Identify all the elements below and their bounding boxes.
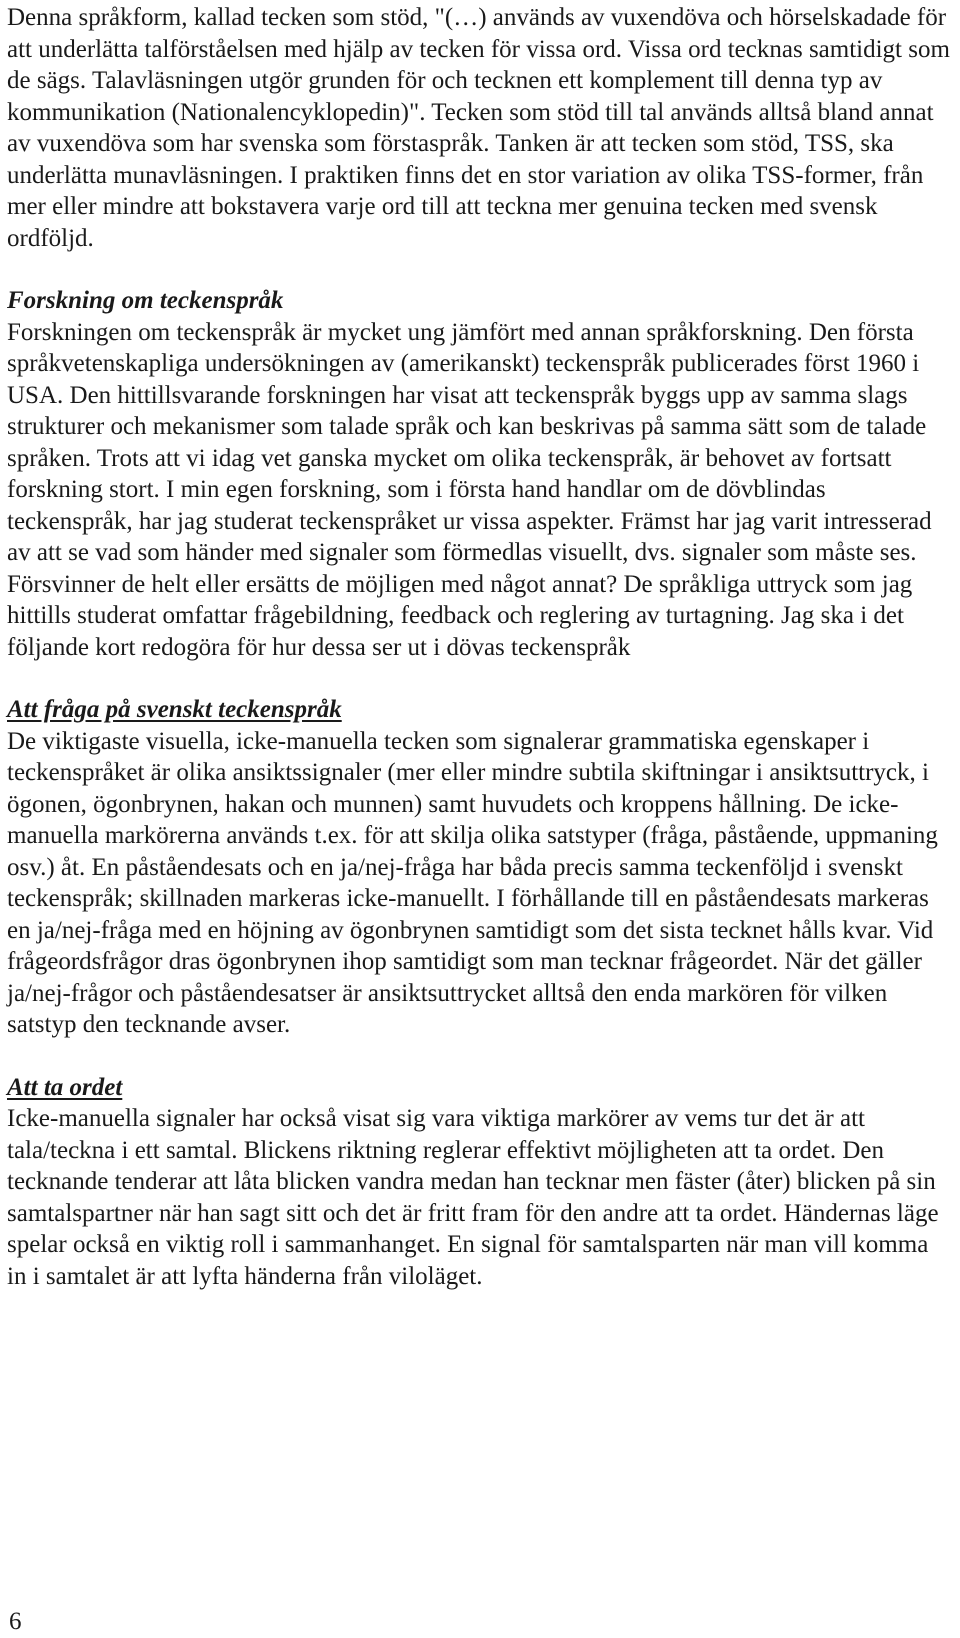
intro-paragraph: Denna språkform, kallad tecken som stöd, "(…) används av vuxendöva och hörselskadade för att underlätta talförståelsen med hjälp av tecken för vissa ord. Vissa ord tecknas samtidigt som de sägs. Talavläsningen utgör grunden för och tecknen ett komplement till denna typ av kommunikation (Nationalencyklopedin)". Tecken som stöd till tal används alltså bland annat av vuxendöva som har svenska som förstaspråk. Tanken är att tecken som stöd, TSS, ska underlätta munavläsningen. I praktiken finns det en stor variation av olika TSS-former, från mer eller mindre att bokstavera varje ord till att teckna mer genuina tecken med svensk ordföljd. [7,4,950,252]
section-att-fraga [7,694,952,1041]
document-page [7,2,952,1323]
section-att-ta-ordet [7,1072,952,1293]
section-heading: Att ta ordet [7,1073,123,1101]
section-body: Forskningen om teckenspråk är mycket ung jämfört med annan språkforskning. Den första språkvetenskapliga undersökningen av (amerikanskt) teckenspråk publicerades först 1960 i USA. Den hittillsvarande forskningen har visat att teckenspråk byggs upp av samma slags strukturer och mekanismer som talade språk och kan beskrivas på samma sätt som de talade språken. Trots att vi idag vet ganska mycket om olika teckenspråk, är behovet av fortsatt forskning stort. I min egen forskning, som i första hand handlar om de dövblindas teckenspråk, har jag studerat teckenspråket ur vissa aspekter. Främst har jag varit intresserad av att se vad som händer med signaler som förmedlas visuellt, dvs. signaler som måste ses. Försvinner de helt eller ersätts de möjligen med något annat? De språkliga uttryck som jag hittills studerat omfattar frågebildning, feedback och reglering av turtagning. Jag ska i det följande kort redogöra för hur dessa ser ut i dövas teckenspråk [7,318,932,661]
section-heading: Forskning om teckenspråk [7,287,284,314]
section-forskning [7,285,952,663]
section-body: Icke-manuella signaler har också visat sig vara viktiga markörer av vems tur det är att tala/teckna i ett samtal. Blickens riktning reglerar effektivt möjligheten att ta ordet. Den tecknande tenderar att låta blicken vandra medan han tecknar men fäster (åter) blicken på sin samtalspartner när han sagt sitt och det är fritt fram för den andre att ta ordet. Händernas läge spelar också en viktig roll i sammanhanget. En signal för samtalsparten när man vill komma in i samtalet är att lyfta händerna från viloläget. [7,1105,939,1290]
section-body: De viktigaste visuella, icke-manuella tecken som signalerar grammatiska egenskaper i teckenspråket är olika ansiktssignaler (mer eller mindre subtila skiftningar i ansiktsuttryck, i ögonen, ögonbrynen, hakan och munnen) samt huvudets och kroppens hållning. De icke-manuella markörerna används t.ex. för att skilja olika satstyper (fråga, påstående, uppmaning osv.) åt. En påståendesats och en ja/nej-fråga har båda precis samma teckenföljd i svenskt teckenspråk; skillnaden markeras icke-manuellt. I förhållande till en påståendesats markeras en ja/nej-fråga med en höjning av ögonbrynen samtidigt som det sista tecknet hålls kvar. Vid frågeordsfrågor dras ögonbrynen ihop samtidigt som man tecknar frågeordet. När det gäller ja/nej-frågor och påståendesatser är ansiktsuttrycket alltså den enda markören för vilken satstyp den tecknande avser. [7,727,938,1038]
page-number: 6 [9,1608,22,1635]
section-heading: Att fråga på svenskt teckenspråk [7,696,342,723]
